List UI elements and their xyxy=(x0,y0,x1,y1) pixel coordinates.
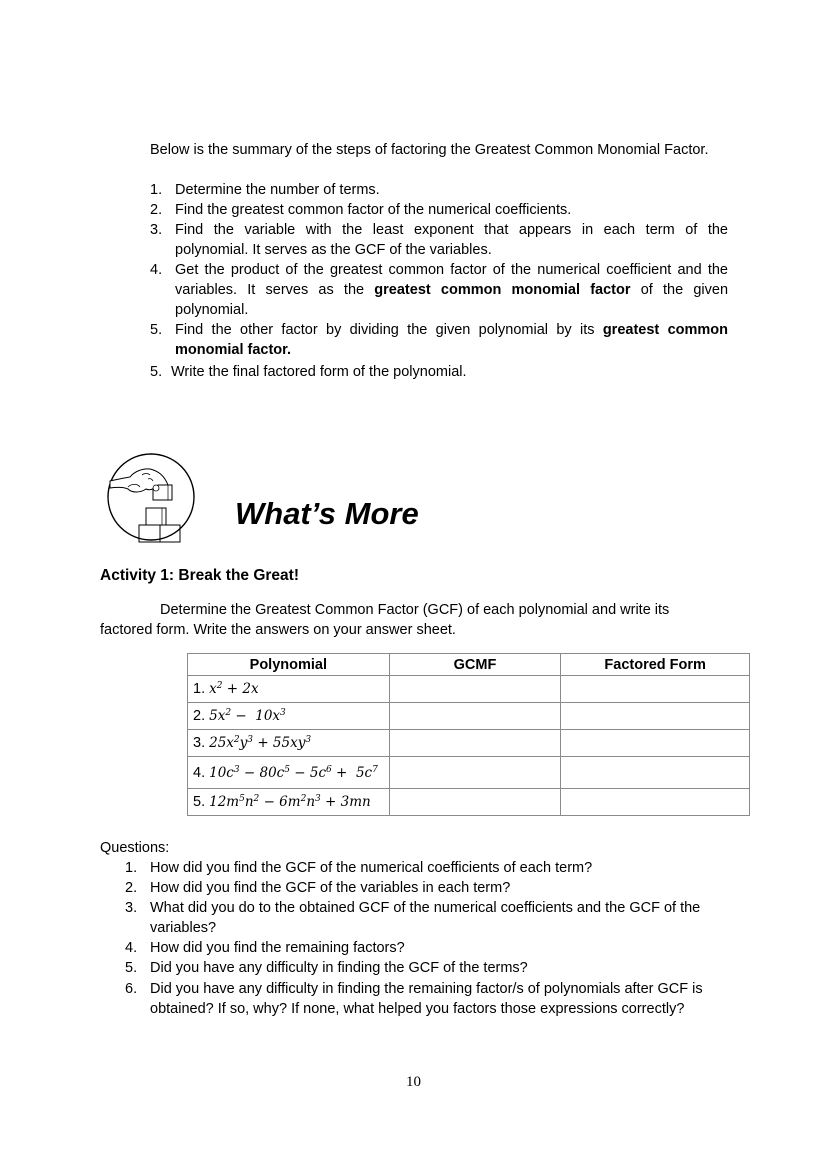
step-number: 3. xyxy=(150,222,163,238)
table-row xyxy=(188,757,750,789)
polynomial-expression: $12m^5n^2 - 6m^2n^3 + 3mn$ xyxy=(209,794,371,810)
question-number: 3. xyxy=(125,900,138,916)
column-header-factored-form: Factored Form xyxy=(561,654,750,676)
gcmf-cell xyxy=(389,730,561,757)
bold-term: monomial factor. xyxy=(175,342,292,358)
question-text: How did you find the GCF of the numerical coefficients of each term? xyxy=(150,860,593,876)
table-row xyxy=(188,730,750,757)
activity-instructions: Determine the Greatest Common Factor (GCF) of each polynomial and write its xyxy=(160,602,670,618)
factored-form-cell xyxy=(561,703,750,730)
question-text: What did you do to the obtained GCF of the numerical coefficients and the GCF of the xyxy=(150,900,701,916)
bold-term: greatest common monomial factor xyxy=(374,282,631,298)
row-number: 4. xyxy=(193,764,206,781)
table-row xyxy=(188,789,750,816)
table-row xyxy=(188,703,750,730)
polynomial-expression: $5x^2 - 10x^3$ xyxy=(209,708,286,724)
polynomial-cell xyxy=(188,789,390,816)
question-number: 5. xyxy=(125,960,138,976)
factored-form-cell xyxy=(561,730,750,757)
question-text: How did you find the GCF of the variables in each term? xyxy=(150,880,511,896)
gcmf-table xyxy=(187,653,750,816)
question-number: 6. xyxy=(125,981,138,997)
section-title: What’s More xyxy=(235,496,419,531)
step-text: Write the final factored form of the polynomial. xyxy=(171,364,467,380)
page-number: 10 xyxy=(406,1074,421,1090)
gcmf-cell xyxy=(389,676,561,703)
step-text: polynomial. It serves as the GCF of the variables. xyxy=(175,242,492,258)
question-number: 2. xyxy=(125,880,138,896)
step-text: Get the product of the greatest common factor of the numerical coefficient and the xyxy=(175,262,728,278)
gcmf-cell xyxy=(389,703,561,730)
step-number: 5. xyxy=(150,322,163,338)
question-number: 1. xyxy=(125,860,138,876)
question-text: Did you have any difficulty in finding the GCF of the terms? xyxy=(150,960,528,976)
row-number: 2. xyxy=(193,708,206,724)
factored-form-cell xyxy=(561,789,750,816)
row-number: 1. xyxy=(193,681,206,697)
step-number: 4. xyxy=(150,262,163,278)
question-number: 4. xyxy=(125,940,138,956)
gcmf-cell xyxy=(389,789,561,816)
questions-label: Questions: xyxy=(100,840,170,856)
step-text-part: variables. It serves as the xyxy=(175,282,375,298)
row-number: 3. xyxy=(193,735,206,751)
polynomial-cell xyxy=(188,757,390,789)
column-header-gcmf: GCMF xyxy=(389,654,561,676)
step-text: Find the variable with the least exponent that appears in each term of the xyxy=(175,222,728,238)
table-row xyxy=(188,676,750,703)
hand-stacking-blocks-icon xyxy=(106,451,196,543)
factored-form-cell xyxy=(561,757,750,789)
step-text: Determine the number of terms. xyxy=(175,182,380,198)
factored-form-cell xyxy=(561,676,750,703)
polynomial-cell xyxy=(188,676,390,703)
step-number: 1. xyxy=(150,182,163,198)
step-text xyxy=(175,280,728,300)
step-text-part: of the given xyxy=(630,282,729,298)
polynomial-cell xyxy=(188,703,390,730)
row-number: 5. xyxy=(193,794,206,810)
polynomial-expression: $10c^3 - 80c^5 - 5c^6 + 5c^7$ xyxy=(209,764,378,781)
step-text: Find the greatest common factor of the numerical coefficients. xyxy=(175,202,572,218)
gcmf-cell xyxy=(389,757,561,789)
summary-intro: Below is the summary of the steps of factoring the Greatest Common Monomial Factor. xyxy=(150,142,709,158)
table-header-row xyxy=(188,654,750,676)
column-header-polynomial: Polynomial xyxy=(188,654,390,676)
question-text: How did you find the remaining factors? xyxy=(150,940,405,956)
question-text: variables? xyxy=(150,920,217,936)
step-text: polynomial. xyxy=(175,302,249,318)
step-number: 2. xyxy=(150,202,163,218)
step-number: 5. xyxy=(150,364,163,380)
step-text-part: Find the other factor by dividing the given polynomial by its xyxy=(175,322,603,338)
polynomial-cell xyxy=(188,730,390,757)
polynomial-expression: $25x^2y^3 + 55xy^3$ xyxy=(209,735,312,751)
activity-instructions: factored form. Write the answers on your answer sheet. xyxy=(100,622,456,638)
step-text xyxy=(175,320,728,340)
polynomial-expression: $x^2 + 2x$ xyxy=(209,681,259,697)
question-text: obtained? If so, why? If none, what helped you factors those expressions correctly? xyxy=(150,1001,685,1017)
activity-title: Activity 1: Break the Great! xyxy=(100,567,299,584)
step-text xyxy=(175,340,291,360)
bold-term: greatest common xyxy=(602,322,728,338)
question-text: Did you have any difficulty in finding the remaining factor/s of polynomials after GCF is xyxy=(150,981,703,997)
